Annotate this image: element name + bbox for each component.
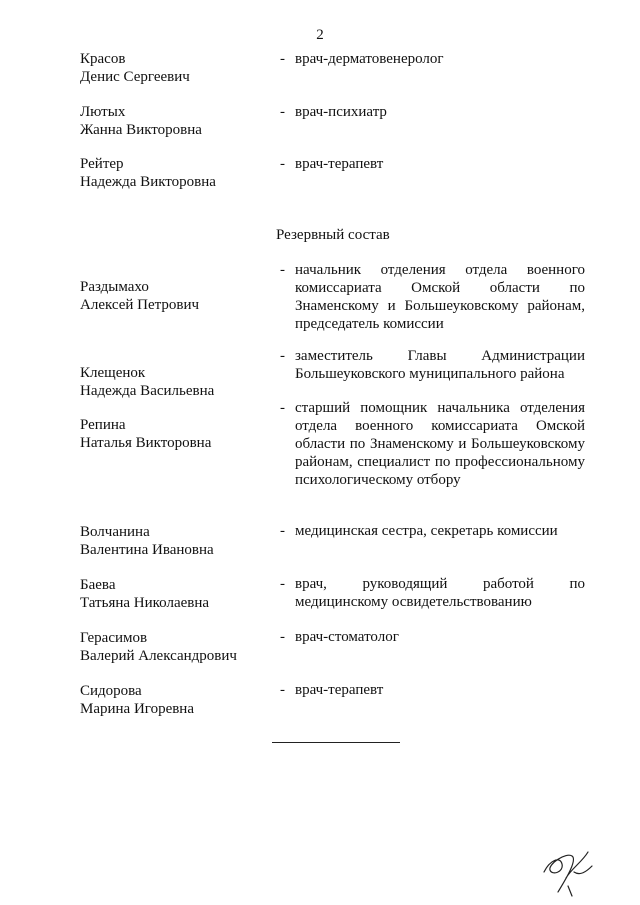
member-name <box>80 103 270 139</box>
reserve-name <box>80 278 270 314</box>
reserve-role <box>280 628 585 646</box>
reserve-last-name: Раздымахо <box>80 279 149 295</box>
reserve-first-name: Татьяна Николаевна <box>80 595 210 611</box>
reserve-first-name: Марина Игоревна <box>80 701 194 717</box>
reserve-first-name: Наталья Викторовна <box>80 435 212 451</box>
reserve-role <box>280 575 585 611</box>
member-role <box>280 103 585 121</box>
role-text: старший помощник начальника отделения отдела военного комиссариата Омской области по Знаменскому и Большеуковскому районам, специалист по профессиональному психологическому отбору <box>295 400 585 488</box>
reserve-first-name: Валентина Ивановна <box>80 542 214 558</box>
reserve-first-name: Валерий Александрович <box>80 648 237 664</box>
reserve-last-name: Клещенок <box>80 365 146 381</box>
role-dash: - <box>280 348 285 364</box>
member-name <box>80 50 270 86</box>
member-last-name: Лютых <box>80 104 126 120</box>
reserve-name <box>80 416 270 452</box>
reserve-last-name: Баева <box>80 577 116 593</box>
member-first-name: Жанна Викторовна <box>80 122 202 138</box>
role-dash: - <box>280 629 285 645</box>
role-text: врач, руководящий работой по медицинскому освидетельствованию <box>295 576 585 610</box>
role-dash: - <box>280 104 285 120</box>
member-first-name: Надежда Викторовна <box>80 174 216 190</box>
reserve-heading: Резервный состав <box>276 227 390 243</box>
reserve-role <box>280 522 585 540</box>
role-dash: - <box>280 156 285 172</box>
reserve-role <box>280 347 585 383</box>
member-role <box>280 50 585 68</box>
member-first-name: Денис Сергеевич <box>80 69 190 85</box>
role-text: врач-стоматолог <box>295 629 399 645</box>
reserve-first-name: Надежда Васильевна <box>80 383 215 399</box>
reserve-first-name: Алексей Петрович <box>80 297 200 313</box>
reserve-name <box>80 576 270 612</box>
role-dash: - <box>280 576 285 592</box>
role-dash: - <box>280 51 285 67</box>
reserve-role <box>280 261 585 333</box>
role-text: врач-терапевт <box>295 156 384 172</box>
reserve-name <box>80 523 270 559</box>
reserve-last-name: Сидорова <box>80 683 142 699</box>
role-dash: - <box>280 400 285 416</box>
role-text: медицинская сестра, секретарь комиссии <box>295 523 558 539</box>
reserve-name <box>80 682 270 718</box>
member-last-name: Красов <box>80 51 126 67</box>
signature-mark <box>538 842 598 898</box>
member-role <box>280 155 585 173</box>
role-dash: - <box>280 262 285 278</box>
role-dash: - <box>280 523 285 539</box>
role-text: заместитель Главы Администрации Большеуковского муниципального района <box>295 348 585 382</box>
member-name <box>80 155 270 191</box>
role-text: врач-терапевт <box>295 682 384 698</box>
reserve-role <box>280 399 585 489</box>
reserve-last-name: Герасимов <box>80 630 148 646</box>
reserve-last-name: Волчанина <box>80 524 150 540</box>
reserve-name <box>80 364 270 400</box>
role-text: врач-психиатр <box>295 104 387 120</box>
member-last-name: Рейтер <box>80 156 124 172</box>
role-text: начальник отделения отдела военного комиссариата Омской области по Знаменскому и Большеуковскому районам, председатель комиссии <box>295 262 585 332</box>
page-number: 2 <box>316 27 324 43</box>
role-text: врач-дерматовенеролог <box>295 51 444 67</box>
reserve-last-name: Репина <box>80 417 126 433</box>
reserve-name <box>80 629 270 665</box>
reserve-role <box>280 681 585 699</box>
closing-divider <box>272 742 400 743</box>
role-dash: - <box>280 682 285 698</box>
